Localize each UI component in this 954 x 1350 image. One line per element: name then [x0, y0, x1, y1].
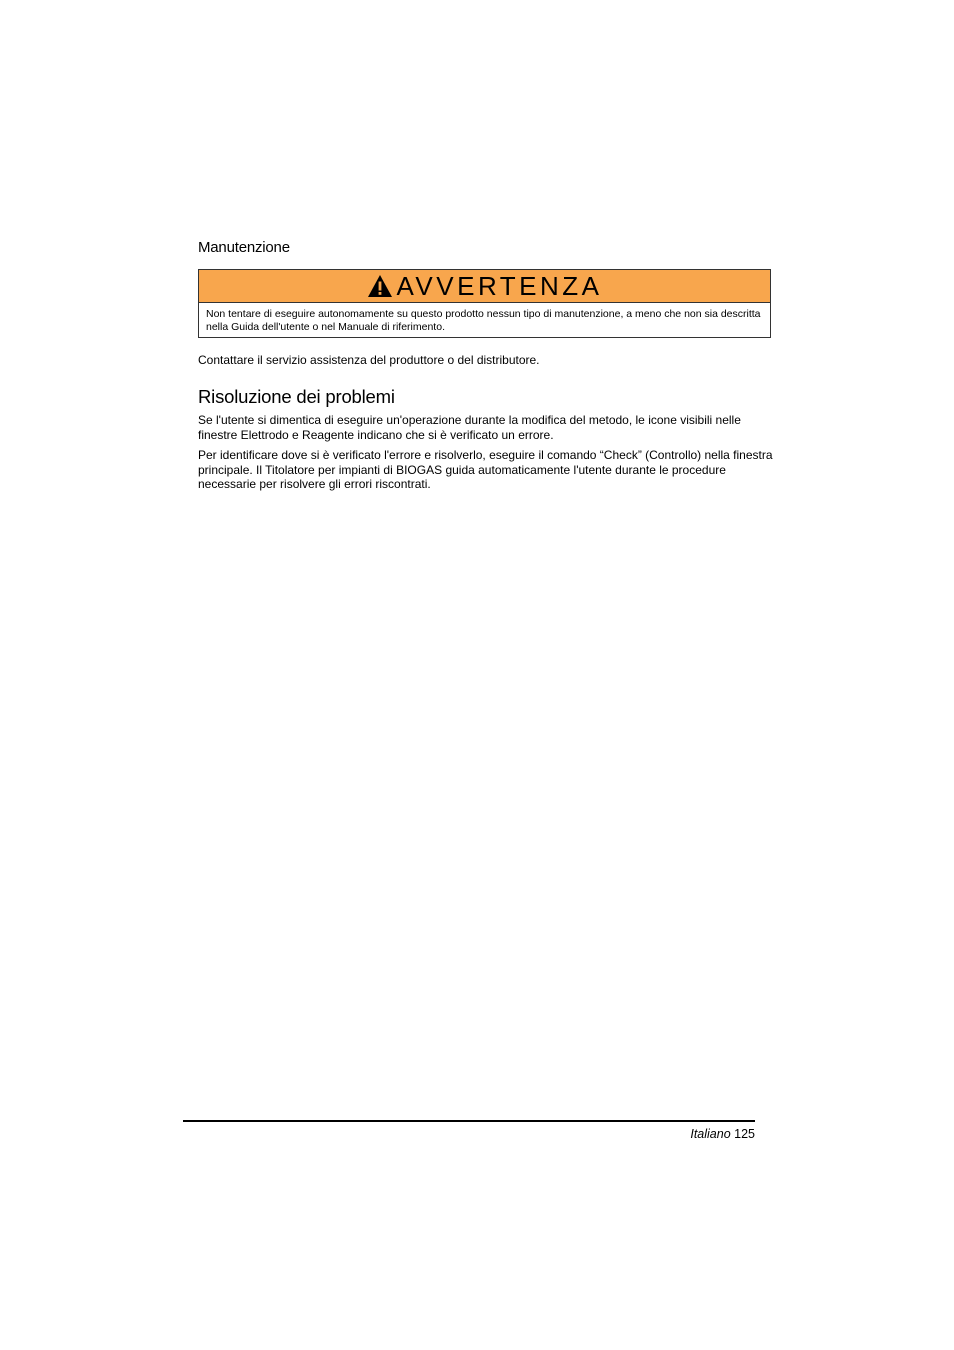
- troubleshooting-paragraph-2: Per identificare dove si è verificato l'errore e risolverlo, eseguire il comando “Check” (Controllo) nella finestra principale. Il Titolatore per impianti di BIOGAS guida automaticamente l'utente durante le procedure necessarie per risolvere gli errori riscontrati.: [198, 448, 773, 491]
- maintenance-heading: Manutenzione: [198, 239, 290, 256]
- warning-triangle-icon: [367, 270, 393, 302]
- warning-box: [198, 269, 771, 338]
- page-number: 125: [734, 1127, 755, 1141]
- warning-header: [199, 270, 770, 303]
- warning-title: AVVERTENZA: [396, 271, 603, 301]
- footer-rule: [183, 1120, 755, 1122]
- contact-text: Contattare il servizio assistenza del produttore o del distributore.: [198, 353, 540, 367]
- troubleshooting-paragraph-1: Se l'utente si dimentica di eseguire un'operazione durante la modifica del metodo, le icone visibili nelle finestre Elettrodo e Reagente indicano che si è verificato un errore.: [198, 413, 741, 442]
- warning-text: Non tentare di eseguire autonomamente su questo prodotto nessun tipo di manutenzione, a meno che non sia descritta nella Guida dell'utente o nel Manuale di riferimento.: [206, 308, 761, 333]
- footer-language: Italiano: [690, 1127, 731, 1141]
- troubleshooting-heading: Risoluzione dei problemi: [198, 386, 395, 407]
- page-footer: [690, 1127, 755, 1142]
